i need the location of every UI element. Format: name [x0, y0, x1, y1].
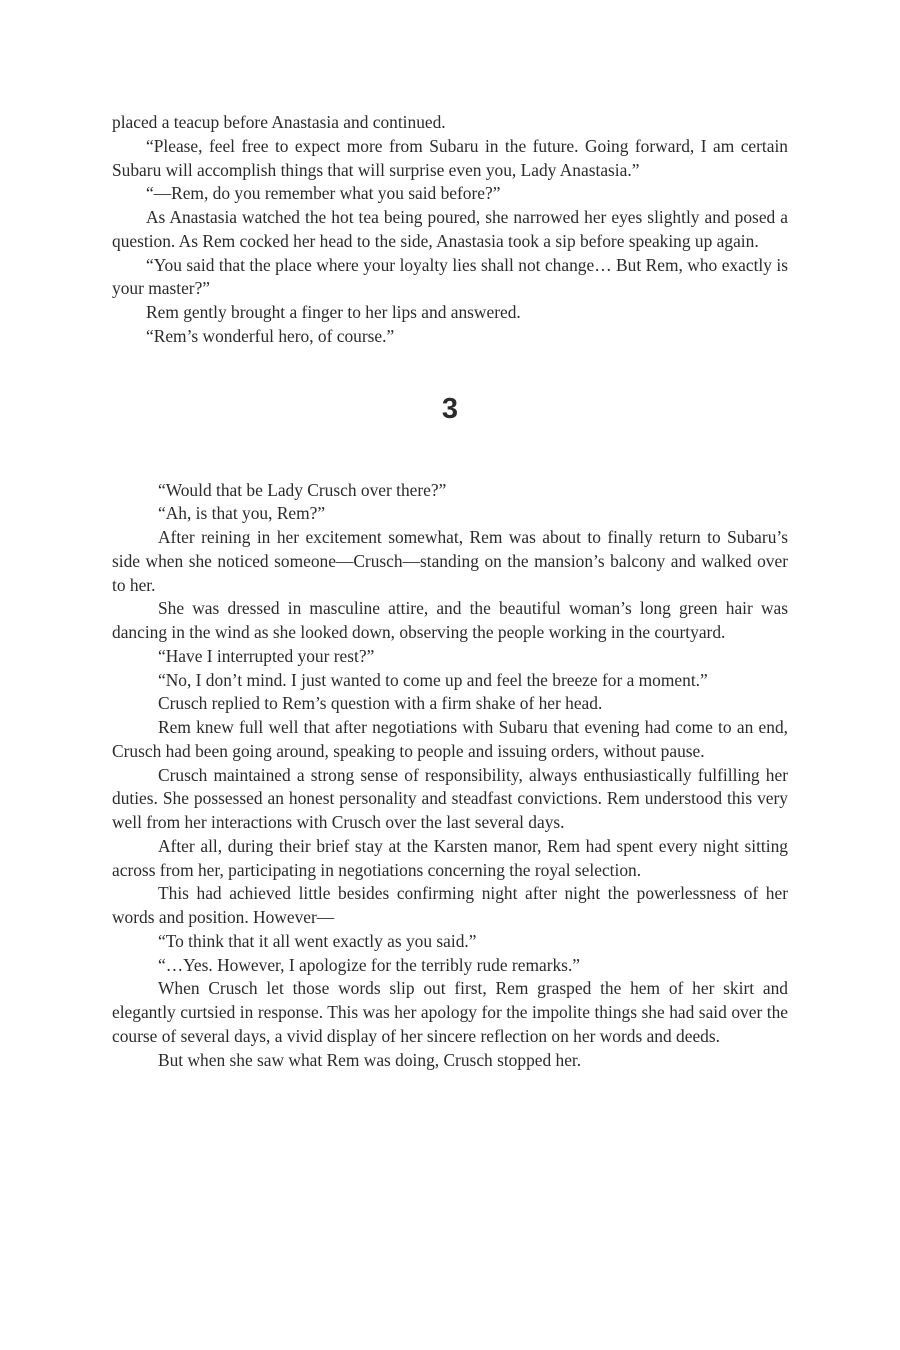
- paragraph: This had achieved little besides confirming night after night the powerlessness of her words and position. However—: [112, 883, 788, 927]
- paragraph: “Ah, is that you, Rem?”: [158, 503, 326, 524]
- paragraph: “Please, feel free to expect more from Subaru in the future. Going forward, I am certain Subaru will accomplish things that will surprise even you, Lady Anastasia.”: [112, 135, 788, 180]
- paragraph: “Have I interrupted your rest?”: [158, 645, 375, 666]
- paragraph: Crusch maintained a strong sense of responsibility, always enthusiastically fulfilling her duties. She possessed an honest personality and steadfast convictions. Rem understood this very well from her interactions with Crusch over the last several days.: [112, 764, 788, 832]
- paragraph: placed a teacup before Anastasia and continued.: [112, 112, 446, 132]
- paragraph: “No, I don’t mind. I just wanted to come up and feel the breeze for a moment.”: [158, 669, 708, 690]
- paragraph: After all, during their brief stay at the Karsten manor, Rem had spent every night sitting across from her, participating in negotiations concerning the royal selection.: [112, 835, 788, 880]
- section-number-heading: 3: [441, 392, 459, 425]
- paragraph: When Crusch let those words slip out first, Rem grasped the hem of her skirt and elegantly curtsied in response. This was her apology for the impolite things she had said over the course of several days, a vivid display of her sincere reflection on her words and deeds.: [112, 978, 788, 1046]
- paragraph: “Rem’s wonderful hero, of course.”: [146, 325, 395, 346]
- paragraph: Crusch replied to Rem’s question with a firm shake of her head.: [158, 693, 603, 714]
- paragraph: “—Rem, do you remember what you said before?”: [146, 183, 501, 204]
- paragraph: Rem gently brought a finger to her lips and answered.: [146, 302, 521, 322]
- paragraph: But when she saw what Rem was doing, Crusch stopped her.: [158, 1049, 582, 1070]
- paragraph: “Would that be Lady Crusch over there?”: [158, 479, 447, 500]
- paragraph: She was dressed in masculine attire, and the beautiful woman’s long green hair was dancing in the wind as she looked down, observing the people working in the courtyard.: [112, 598, 788, 642]
- paragraph: “…Yes. However, I apologize for the terribly rude remarks.”: [158, 954, 581, 975]
- paragraph: “You said that the place where your loyalty lies shall not change… But Rem, who exactly is your master?”: [112, 254, 788, 299]
- paragraph: “To think that it all went exactly as you said.”: [158, 930, 477, 951]
- paragraph: Rem knew full well that after negotiations with Subaru that evening had come to an end, Crusch had been going around, speaking to people and issuing orders, without pause.: [112, 717, 788, 761]
- paragraph: After reining in her excitement somewhat, Rem was about to finally return to Subaru’s side when she noticed someone—Crusch—standing on the mansion’s balcony and walked over to her.: [112, 527, 788, 595]
- section-previous-text: [112, 111, 788, 349]
- paragraph: As Anastasia watched the hot tea being poured, she narrowed her eyes slightly and posed a question. As Rem cocked her head to the side, Anastasia took a sip before speaking up again.: [112, 207, 788, 251]
- book-page: [112, 111, 788, 1072]
- section-3-text: [112, 479, 788, 1073]
